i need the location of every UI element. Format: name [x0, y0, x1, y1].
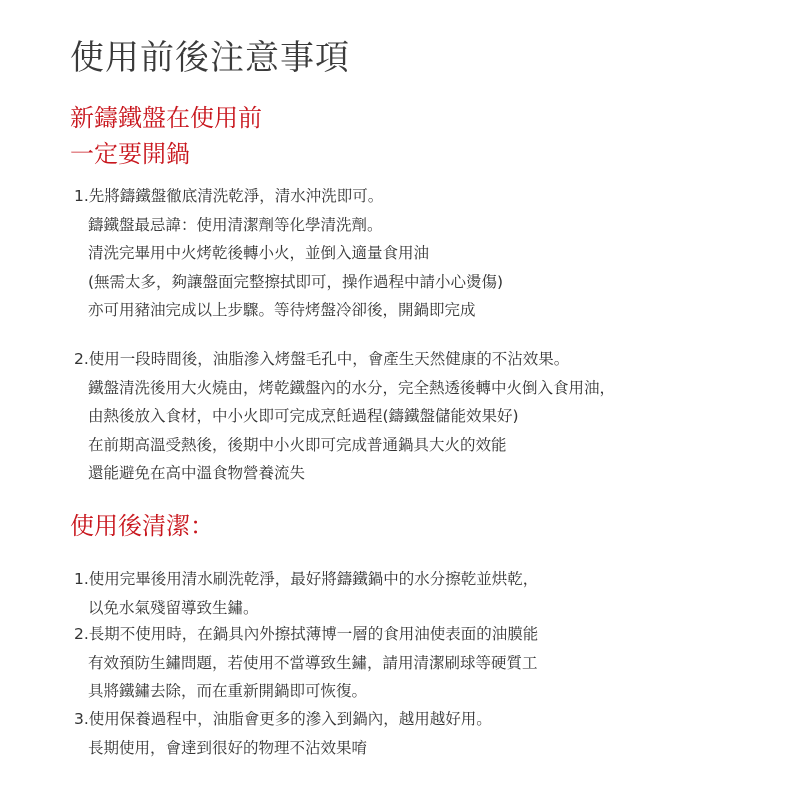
page-title: 使用前後注意事項: [70, 38, 350, 78]
section-after-use-heading: 使用後清潔：: [70, 512, 214, 540]
step-line: 3.使用保養過程中，油脂會更多的滲入到鍋內，越用越好用。: [74, 710, 492, 728]
step-line: 以免水氣殘留導致生鏽。: [88, 598, 259, 617]
step-line: 鑄鐵盤最忌諱：使用清潔劑等化學清洗劑。: [88, 215, 383, 234]
heading-line-1: 新鑄鐵盤在使用前: [70, 104, 262, 132]
step-line: 長期使用，會達到很好的物理不沾效果唷: [88, 738, 368, 757]
step-line: 鐵盤清洗後用大火燒由，烤乾鐵盤內的水分，完全熱透後轉中火倒入食用油，: [88, 378, 616, 397]
step-line: 2.使用一段時間後，油脂滲入烤盤毛孔中，會產生天然健康的不沾效果。: [74, 350, 570, 368]
step-line: 由熱後放入食材，中小火即可完成烹飪過程(鑄鐵盤儲能效果好): [88, 407, 519, 425]
after-use-step-3: [74, 705, 492, 762]
step-line: 還能避免在高中溫食物營養流失: [88, 464, 306, 482]
heading-line-2: 一定要開鍋: [70, 140, 190, 168]
section-before-use-heading: [70, 100, 262, 172]
step-line: 1.使用完畢後用清水刷洗乾淨，最好將鑄鐵鍋中的水分擦乾並烘乾，: [74, 570, 539, 588]
step-line: (無需太多，夠讓盤面完整擦拭即可，操作過程中請小心燙傷): [88, 272, 504, 291]
before-use-step-2: [74, 345, 615, 488]
step-line: 有效預防生鏽問題，若使用不當導致生鏽，請用清潔刷球等硬質工: [88, 653, 538, 672]
step-line: 2.長期不使用時，在鍋具內外擦拭薄博一層的食用油使表面的油膜能: [74, 625, 539, 643]
step-line: 具將鐵鏽去除，而在重新開鍋即可恢復。: [88, 682, 368, 700]
after-use-step-1: [74, 565, 538, 622]
step-line: 清洗完畢用中火烤乾後轉小火，並倒入適量食用油: [88, 244, 430, 262]
step-line: 亦可用豬油完成以上步驟。等待烤盤冷卻後，開鍋即完成: [88, 301, 476, 319]
step-line: 1.先將鑄鐵盤徹底清洗乾淨，清水沖洗即可。: [74, 187, 384, 205]
before-use-step-1: [74, 182, 503, 325]
step-line: 在前期高溫受熱後，後期中小火即可完成普通鍋具大火的效能: [88, 435, 507, 454]
after-use-step-2: [74, 620, 538, 706]
